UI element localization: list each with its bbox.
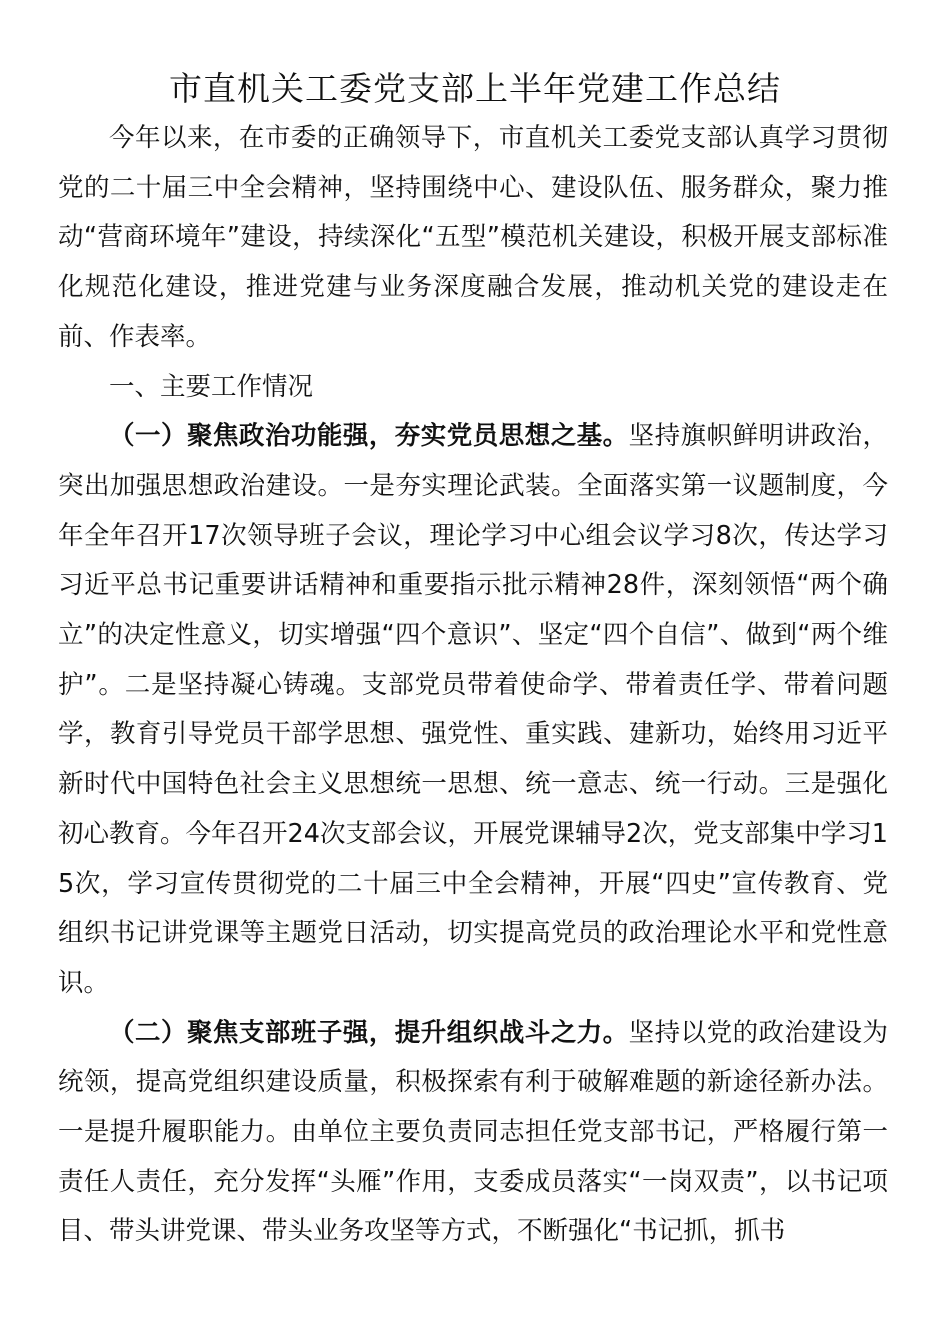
- document-body: [58, 114, 888, 1257]
- item-1-text: 坚持旗帜鲜明讲政治，突出加强思想政治建设。一是夯实理论武装。全面落实第一议题制度，今年全年召开17次领导班子会议，理论学习中心组会议学习8次，传达学习习近平总书记重要讲话精神和重要指示批示精神28件，深刻领悟“两个确立”的决定性意义，切实增强“四个意识”、坚定“四个自信”、做到“两个维护”。二是坚持凝心铸魂。支部党员带着使命学、带着责任学、带着问题学，教育引导党员干部学思想、强党性、重实践、建新功，始终用习近平新时代中国特色社会主义思想统一思想、统一意志、统一行动。三是强化初心教育。今年召开24次支部会议，开展党课辅导2次，党支部集中学习15次，学习宣传贯彻党的二十届三中全会精神，开展“四史”宣传教育、党组织书记讲党课等主题党日活动，切实提高党员的政治理论水平和党性意识。: [58, 421, 888, 998]
- document-title: 市直机关工委党支部上半年党建工作总结: [169, 69, 781, 108]
- intro-paragraph: 今年以来，在市委的正确领导下，市直机关工委党支部认真学习贯彻党的二十届三中全会精神，坚持围绕中心、建设队伍、服务群众，聚力推动“营商环境年”建设，持续深化“五型”模范机关建设，积极开展支部标准化规范化建设，推进党建与业务深度融合发展，推动机关党的建设走在前、作表率。: [58, 123, 888, 352]
- section-heading-main-work: 一、主要工作情况: [109, 371, 314, 402]
- paragraph-item-2: [58, 1009, 888, 1258]
- item-1-lead: （一）聚焦政治功能强，夯实党员思想之基。: [109, 421, 629, 452]
- item-2-lead: （二）聚焦支部班子强，提升组织战斗之力。: [109, 1017, 629, 1048]
- item-2-text: 坚持以党的政治建设为统领，提高党组织建设质量，积极探索有利于破解难题的新途径新办法。一是提升履职能力。由单位主要负责同志担任党支部书记，严格履行第一责任人责任，充分发挥“头雁”作用，支委成员落实“一岗双责”，以书记项目、带头讲党课、带头业务攻坚等方式，不断强化“书记抓，抓书: [58, 1017, 888, 1247]
- paragraph-item-1: [58, 412, 888, 1008]
